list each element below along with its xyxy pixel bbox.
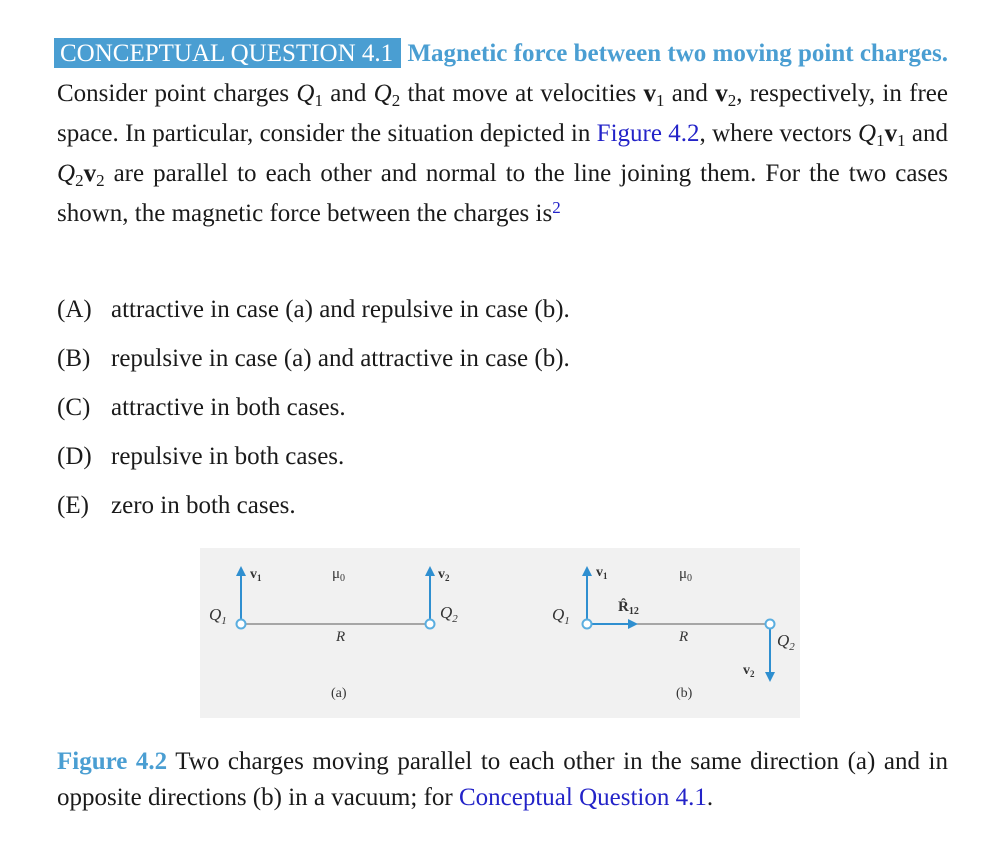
q1-symbol: Q	[296, 80, 315, 107]
question-paragraph	[57, 34, 948, 234]
q2-subscript: 2	[75, 171, 84, 190]
footnote-link[interactable]: 2	[552, 198, 561, 217]
option-a	[57, 290, 570, 339]
r12-label: $R̂_{12}$	[618, 599, 639, 617]
q2-symbol: Q	[373, 80, 392, 107]
option-key: (B)	[57, 345, 91, 372]
option-b	[57, 339, 570, 388]
option-text: repulsive in both cases.	[111, 443, 345, 470]
mu-label: $\mu_0$	[679, 566, 693, 584]
v2-label: $v_2$	[438, 567, 450, 583]
question-text: that move at velocities	[400, 80, 644, 107]
caption-label: Figure 4.2	[57, 748, 168, 775]
option-key: (A)	[57, 296, 92, 323]
question-heading: Magnetic force between two moving point charges.	[407, 40, 949, 67]
q2-label: $Q_2$	[440, 603, 458, 625]
mu-label: $\mu_0$	[332, 566, 346, 584]
option-e	[57, 486, 570, 535]
question-tag: CONCEPTUAL QUESTION 4.1	[54, 38, 401, 68]
option-text: repulsive in case (a) and attractive in case (b).	[111, 345, 570, 372]
v2-subscript: 2	[96, 171, 105, 190]
q1-label: $Q_1$	[552, 605, 570, 627]
and-text: and	[905, 120, 948, 147]
r-label: R	[336, 629, 346, 645]
charge-q1	[583, 620, 592, 629]
option-text: zero in both cases.	[111, 492, 296, 519]
v1-symbol: v	[884, 120, 898, 147]
q1-label: $Q_1$	[209, 605, 227, 627]
v1-label: $v_1$	[596, 565, 608, 581]
v2-symbol: v	[715, 80, 728, 107]
option-text: attractive in case (a) and repulsive in case (b).	[111, 296, 570, 323]
figure-link[interactable]: Figure 4.2	[596, 120, 700, 147]
v1-subscript: 1	[897, 131, 906, 150]
answer-options	[57, 290, 570, 535]
figure-background	[200, 548, 800, 718]
r-label: R	[679, 629, 689, 645]
option-key: (C)	[57, 394, 91, 421]
question-text: and	[664, 80, 716, 107]
question-link[interactable]: Conceptual Question 4.1	[458, 784, 707, 811]
charge-q2	[766, 620, 775, 629]
figure-caption	[57, 744, 948, 816]
question-text: are parallel to each other and normal to the line joining them. For the two cases shown, the magnetic force between the charges is	[57, 160, 948, 227]
option-d	[57, 437, 570, 486]
v1-label: $v_1$	[250, 567, 262, 583]
and-text: and	[322, 80, 374, 107]
question-text: , where vectors	[699, 120, 858, 147]
caption-text: Two charges moving parallel to each other in the same direction (a) and in opposite directions (b) in a vacuum; for	[57, 748, 948, 811]
option-text: attractive in both cases.	[111, 394, 346, 421]
v1-subscript: 1	[656, 91, 665, 110]
q1-symbol: Q	[858, 120, 877, 147]
question-text: , respectively, in free space. In particular, consider the situation depicted in	[57, 80, 948, 147]
option-c	[57, 388, 570, 437]
question-text: Consider point charges	[57, 80, 297, 107]
q1-subscript: 1	[876, 131, 885, 150]
case-b-label: (b)	[676, 686, 693, 701]
option-key: (E)	[57, 492, 89, 519]
q2-subscript: 2	[391, 91, 401, 110]
case-a-label: (a)	[331, 686, 347, 701]
caption-end: .	[706, 784, 714, 811]
q2-symbol: Q	[57, 160, 76, 187]
option-key: (D)	[57, 443, 92, 470]
v1-symbol: v	[643, 80, 657, 107]
charge-q2	[426, 620, 435, 629]
charge-q1	[237, 620, 246, 629]
q2-label: $Q_2$	[777, 631, 795, 653]
v2-label: $v_2$	[743, 663, 755, 679]
q1-subscript: 1	[314, 91, 323, 110]
v2-symbol: v	[83, 160, 97, 187]
v2-subscript: 2	[727, 91, 737, 110]
figure-diagram	[200, 548, 800, 718]
